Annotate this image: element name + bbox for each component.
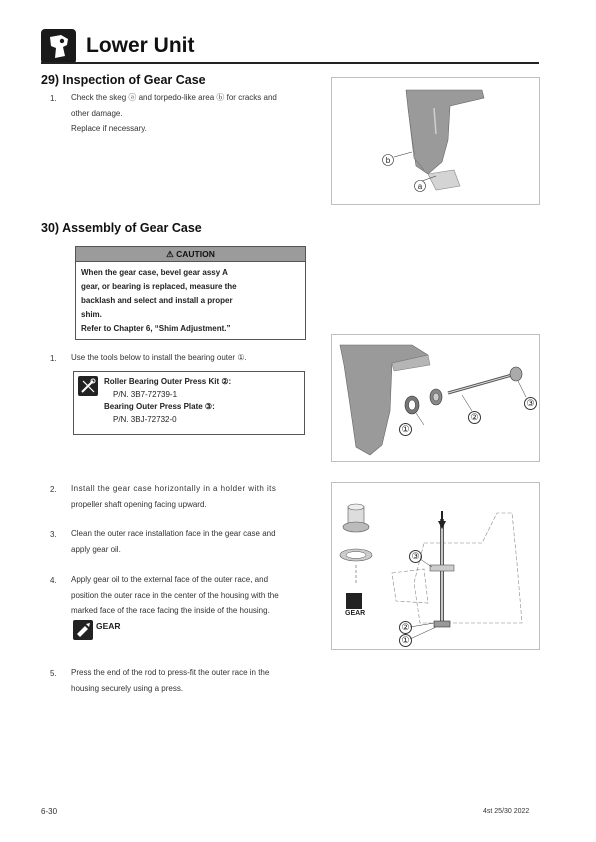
caution-text — [76, 262, 305, 340]
tool-name: Roller Bearing Outer Press Kit ②: — [104, 377, 232, 386]
page-number: 6-30 — [41, 807, 58, 816]
figure-gear-label: GEAR — [345, 610, 366, 617]
step-number: 4. — [50, 576, 57, 585]
callout-2: ② — [399, 621, 412, 634]
callout-2: ② — [468, 411, 481, 424]
step-number: 3. — [50, 530, 57, 539]
step-number: 5. — [50, 669, 57, 678]
step-line: Install the gear case horizontally in a holder with its — [71, 484, 277, 493]
step-line: marked face of the race facing the inside of the housing. — [71, 606, 270, 615]
header-divider — [41, 62, 539, 64]
tool-list — [104, 376, 231, 426]
step-line: Replace if necessary. — [71, 124, 147, 133]
step-text — [71, 481, 307, 512]
svg-text:a: a — [417, 182, 423, 191]
special-tool-box — [73, 371, 305, 435]
step-line: Clean the outer race installation face in the gear case and — [71, 529, 276, 538]
step-line: propeller shaft opening facing upward. — [71, 499, 207, 509]
section-30-title: 30) Assembly of Gear Case — [41, 221, 202, 235]
gear-case-inspection-figure — [331, 77, 540, 205]
caution-line: Refer to Chapter 6, “Shim Adjustment.” — [81, 324, 231, 333]
caution-line: When the gear case, bevel gear assy A — [81, 268, 228, 277]
page-title: Lower Unit — [86, 34, 195, 57]
step-text — [71, 526, 307, 557]
callout-3: ③ — [524, 397, 537, 410]
svg-text:b: b — [385, 156, 391, 165]
step-line: Check the skeg ⓐ and torpedo-like area ⓑ for cracks and — [71, 93, 277, 102]
tool-part-number: P/N. 3B7-72739-1 — [113, 389, 178, 399]
callout-3: ③ — [409, 550, 422, 563]
step-text — [71, 572, 311, 619]
caution-box — [75, 246, 306, 340]
step-text — [71, 90, 307, 137]
step-line: Apply gear oil to the external face of the outer race, and — [71, 575, 269, 584]
press-fit-figure — [331, 482, 540, 650]
step-number: 2. — [50, 485, 57, 494]
caution-line: backlash and select and install a proper — [81, 296, 233, 305]
step-text: Use the tools below to install the bearing outer ①. — [71, 353, 247, 362]
gear-oil-label: GEAR — [96, 621, 121, 631]
tool-name: Bearing Outer Press Plate ③: — [104, 402, 215, 411]
caution-line: gear, or bearing is replaced, measure the — [81, 282, 237, 291]
step-line: housing securely using a press. — [71, 683, 184, 693]
step-number: 1. — [50, 94, 57, 103]
step-line: apply gear oil. — [71, 544, 121, 554]
step-number: 1. — [50, 354, 57, 363]
caution-line: shim. — [81, 310, 102, 319]
lower-unit-icon — [41, 29, 76, 64]
tool-part-number: P/N. 3BJ-72732-0 — [113, 414, 177, 424]
caution-label: ⚠ CAUTION — [76, 247, 305, 262]
edition-label: 4st 25/30 2022 — [483, 808, 530, 815]
step-line: position the outer race in the center of the housing with the — [71, 590, 279, 600]
special-tool-icon — [78, 376, 98, 396]
callout-1: ① — [399, 634, 412, 647]
step-line: other damage. — [71, 108, 123, 118]
step-text — [71, 665, 307, 696]
gear-oil-icon — [73, 620, 93, 640]
bearing-tools-figure — [331, 334, 540, 462]
callout-1: ① — [399, 423, 412, 436]
step-line: Press the end of the rod to press-fit the outer race in the — [71, 668, 270, 677]
section-29-title: 29) Inspection of Gear Case — [41, 73, 206, 87]
